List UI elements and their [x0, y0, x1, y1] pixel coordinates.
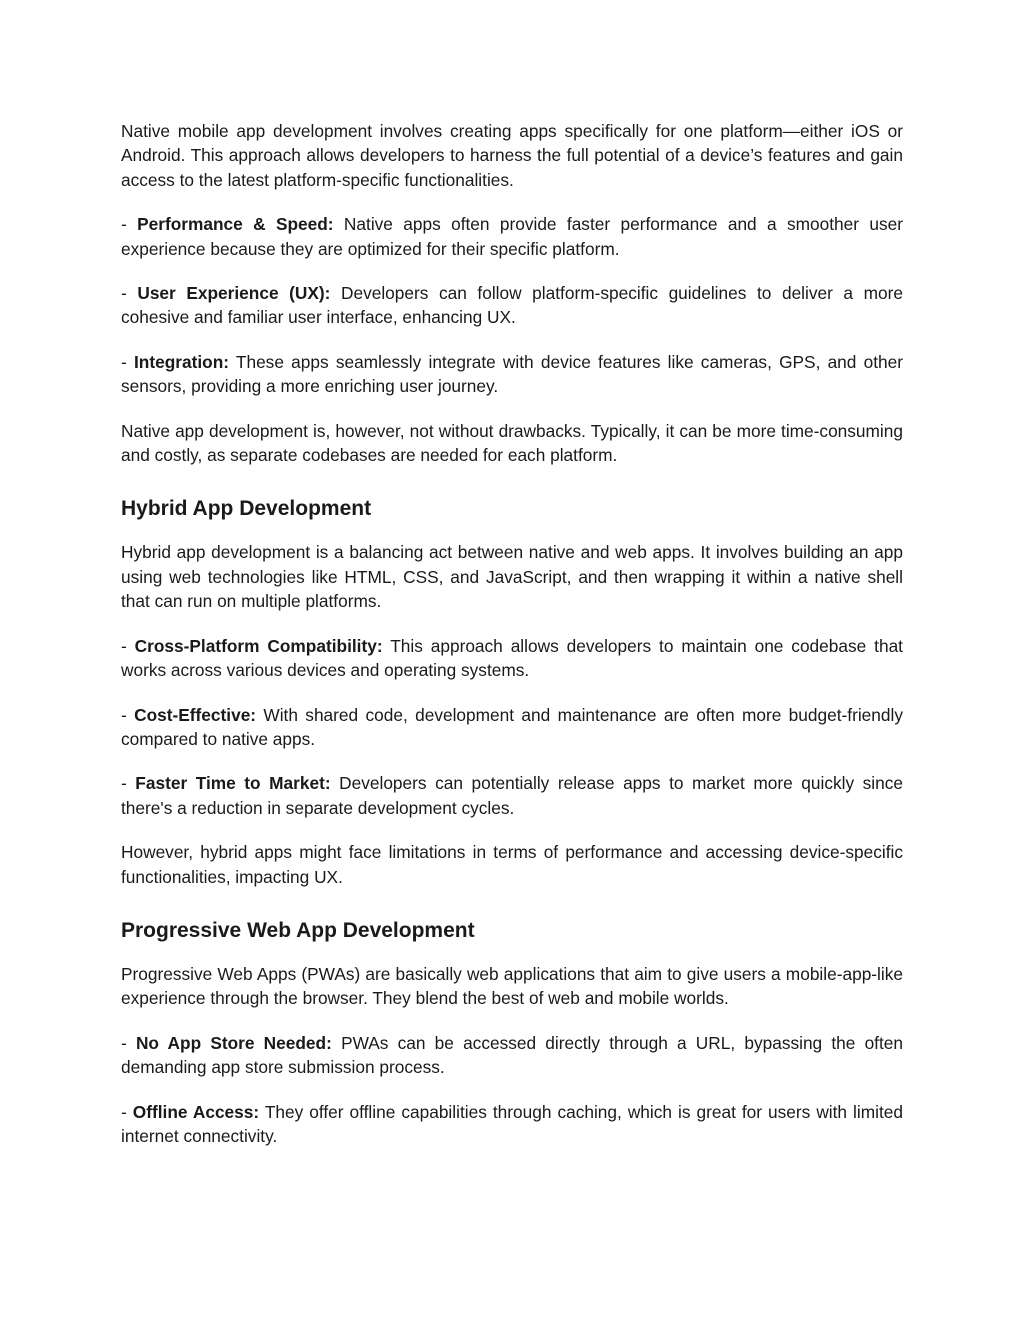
bullet-dash: -	[121, 635, 135, 656]
heading-hybrid: Hybrid App Development	[121, 497, 372, 521]
bullet-integration	[121, 350, 903, 399]
section-native	[121, 119, 903, 467]
bullet-term: No App Store Needed:	[135, 1032, 332, 1053]
bullet-dash: -	[121, 351, 134, 372]
section-pwa	[121, 917, 903, 1148]
bullet-text: PWAs can be accessed directly through a URL, bypassing the often demanding app store submission process.	[121, 1032, 904, 1078]
bullet-cross-platform	[121, 634, 903, 683]
paragraph-pwa-intro: Progressive Web Apps (PWAs) are basically web applications that aim to give users a mobile-app-like experience through the browser. They blend the best of web and mobile worlds.	[121, 963, 903, 1009]
bullet-user-experience	[121, 281, 903, 330]
paragraph-native-outro: Native app development is, however, not without drawbacks. Typically, it can be more time-consuming and costly, as separate codebases are needed for each platform.	[121, 420, 903, 466]
bullet-dash: -	[121, 1032, 136, 1053]
bullet-text: Developers can follow platform-specific guidelines to deliver a more cohesive and familiar user interface, enhancing UX.	[121, 283, 903, 328]
bullet-term: Integration:	[133, 351, 230, 372]
bullet-term: Cost-Effective:	[134, 704, 257, 725]
bullet-no-app-store	[121, 1031, 903, 1080]
bullet-term: Faster Time to Market:	[135, 773, 331, 794]
section-hybrid	[121, 495, 903, 888]
bullet-text: They offer offline capabilities through caching, which is great for users with limited internet connectivity.	[121, 1101, 903, 1146]
bullet-faster-time-to-market	[121, 771, 903, 820]
bullet-dash: -	[121, 283, 138, 304]
bullet-text: These apps seamlessly integrate with device features like cameras, GPS, and other sensors, providing a more enriching user journey.	[121, 351, 903, 397]
bullet-term: Offline Access:	[132, 1101, 260, 1122]
bullet-term: Cross-Platform Compatibility:	[134, 635, 383, 656]
bullet-text: Native apps often provide faster performance and a smoother user experience because they are optimized for their specific platform.	[121, 214, 903, 259]
bullet-performance	[121, 212, 903, 261]
bullet-cost-effective	[121, 703, 903, 752]
bullet-text: With shared code, development and maintenance are often more budget-friendly compared to native apps.	[121, 704, 903, 749]
bullet-dash: -	[121, 773, 136, 794]
bullet-dash: -	[121, 1101, 133, 1122]
bullet-dash: -	[121, 214, 138, 235]
bullet-term: User Experience (UX):	[137, 283, 331, 304]
document-page	[121, 119, 903, 1168]
paragraph-hybrid-intro: Hybrid app development is a balancing act between native and web apps. It involves building an app using web technologies like HTML, CSS, and JavaScript, and then wrapping it within a native shell that can run on multiple platforms.	[121, 542, 903, 612]
heading-pwa: Progressive Web App Development	[121, 918, 475, 942]
bullet-text: This approach allows developers to maintain one codebase that works across various devices and operating systems.	[121, 635, 903, 681]
bullet-offline-access	[121, 1100, 903, 1149]
paragraph-hybrid-outro: However, hybrid apps might face limitations in terms of performance and accessing device-specific functionalities, impacting UX.	[121, 842, 903, 887]
paragraph-native-intro: Native mobile app development involves creating apps specifically for one platform—either iOS or Android. This approach allows developers to harness the full potential of a device’s features and gain access to the latest platform-specific functionalities.	[121, 121, 903, 190]
bullet-term: Performance & Speed:	[137, 214, 334, 235]
bullet-text: Developers can potentially release apps to market more quickly since there's a reduction in separate development cycles.	[121, 773, 903, 818]
bullet-dash: -	[121, 704, 135, 725]
